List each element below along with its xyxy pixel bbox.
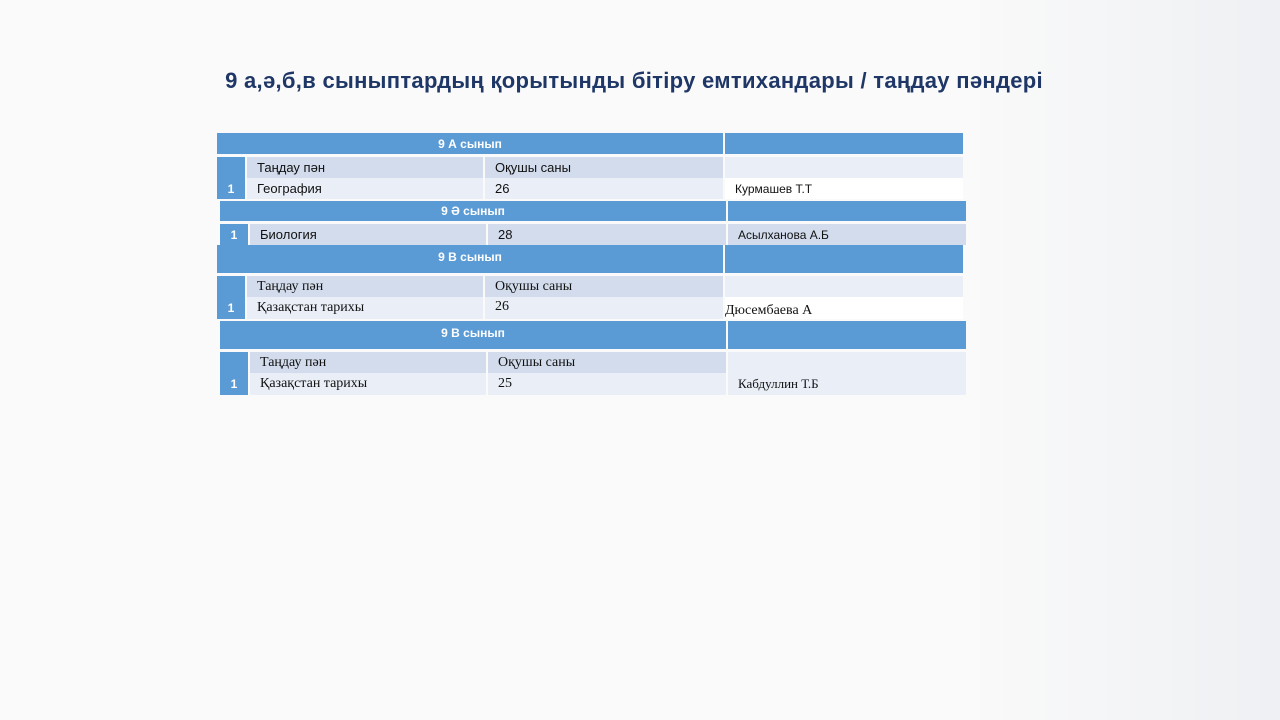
row-number: 1: [217, 297, 245, 319]
subject-header: Таңдау пән: [247, 157, 483, 178]
number-cell: [217, 276, 245, 297]
subject-cell: Қазақстан тарихы: [250, 373, 486, 395]
number-cell: [217, 157, 245, 178]
subject-header: Таңдау пән: [247, 276, 483, 297]
table-row: [220, 224, 966, 245]
header-blank-cell: [725, 133, 963, 154]
class-table-9a: [217, 133, 963, 200]
class-label: 9 В сынып: [217, 245, 723, 273]
teacher-cell: Курмашев Т.Т: [725, 178, 963, 199]
header-blank-cell: [728, 321, 966, 349]
count-cell: 26: [485, 297, 723, 319]
count-cell: 26: [485, 178, 723, 199]
row-number: 1: [220, 224, 248, 245]
page-title: 9 а,ә,б,в сыныптардың қорытынды бітіру емтихандары / таңдау пәндері: [225, 68, 1043, 93]
table-header-row: [220, 201, 966, 221]
header-blank-cell: [728, 201, 966, 221]
class-label: 9 Ә сынып: [220, 201, 726, 221]
header-blank-cell: [725, 245, 963, 273]
subject-cell: Биология: [250, 224, 486, 245]
subject-cell: Қазақстан тарихы: [247, 297, 483, 319]
table-row: [220, 373, 966, 395]
count-header: Оқушы саны: [485, 157, 723, 178]
column-header-row: [217, 276, 963, 297]
class-table-9ae: [220, 201, 966, 245]
table-row: [217, 178, 963, 199]
class-table-9v-2: [220, 321, 966, 396]
number-cell: [220, 352, 248, 373]
row-number: 1: [217, 178, 245, 199]
teacher-cell: Кабдуллин Т.Б: [728, 373, 966, 395]
table-row: [217, 297, 963, 319]
column-header-row: [220, 352, 966, 373]
teacher-header-cell: [725, 276, 963, 297]
teacher-header-cell: [728, 352, 966, 373]
count-cell: 25: [488, 373, 726, 395]
teacher-cell: Асылханова А.Б: [728, 224, 966, 245]
subject-cell: География: [247, 178, 483, 199]
subject-header: Таңдау пән: [250, 352, 486, 373]
table-header-row: [217, 133, 963, 154]
teacher-cell: Дюсембаева А: [725, 297, 963, 319]
teacher-header-cell: [725, 157, 963, 178]
row-number: 1: [220, 373, 248, 395]
count-cell: 28: [488, 224, 726, 245]
table-header-row: [220, 321, 966, 349]
count-header: Оқушы саны: [485, 276, 723, 297]
class-label: 9 А сынып: [217, 133, 723, 154]
count-header: Оқушы саны: [488, 352, 726, 373]
class-label: 9 В сынып: [220, 321, 726, 349]
table-header-row: [217, 245, 963, 273]
column-header-row: [217, 157, 963, 178]
class-table-9v: [217, 245, 963, 321]
